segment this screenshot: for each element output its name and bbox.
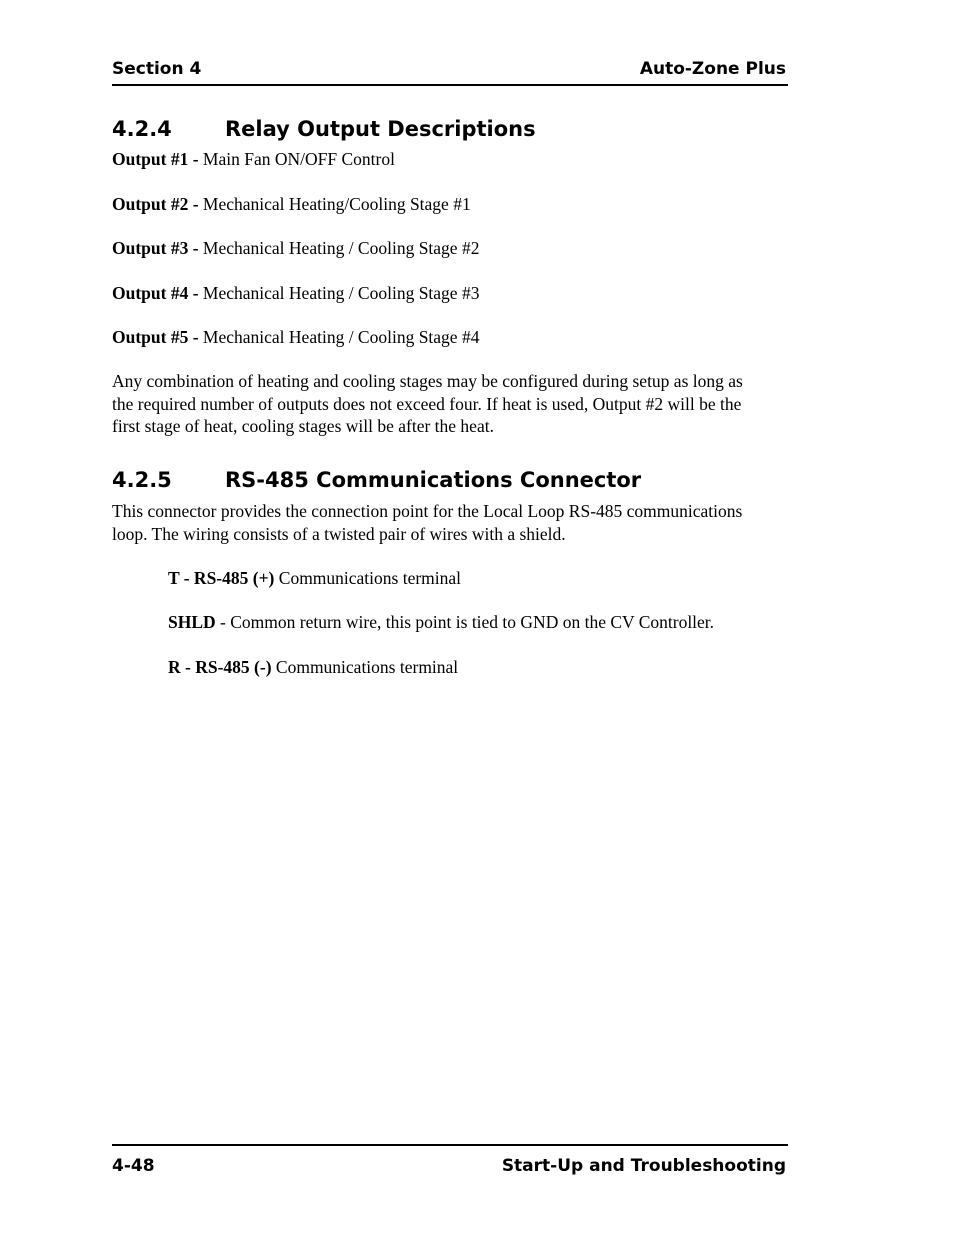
- paragraph-line: first stage of heat, cooling stages will be after the heat.: [112, 416, 494, 436]
- terminal-text: Communications terminal: [274, 568, 462, 588]
- output-item: [112, 193, 792, 216]
- output-item: [112, 148, 792, 171]
- header-product: Auto-Zone Plus: [639, 59, 786, 79]
- connector-paragraph: [112, 500, 792, 545]
- page-header: [112, 58, 788, 86]
- output-text: Mechanical Heating / Cooling Stage #4: [198, 327, 480, 347]
- output-label: Output #4 -: [112, 283, 199, 303]
- relay-paragraph: [112, 370, 792, 438]
- terminal-item: [168, 656, 848, 679]
- header-section: Section 4: [112, 59, 202, 79]
- heading-title: RS-485 Communications Connector: [225, 468, 642, 492]
- terminal-item: [168, 567, 848, 590]
- heading-title: Relay Output Descriptions: [225, 117, 536, 141]
- output-label: Output #5 -: [112, 327, 199, 347]
- heading-number: 4.2.4: [112, 117, 172, 141]
- output-item: [112, 237, 792, 260]
- paragraph-line: loop. The wiring consists of a twisted pair of wires with a shield.: [112, 523, 566, 544]
- terminal-label: SHLD: [168, 612, 216, 632]
- output-text: Mechanical Heating / Cooling Stage #2: [198, 238, 480, 258]
- output-text: Main Fan ON/OFF Control: [198, 149, 395, 169]
- paragraph-line: Any combination of heating and cooling stages may be configured during setup as long as: [112, 371, 743, 391]
- output-item: [112, 282, 792, 305]
- paragraph-line: This connector provides the connection point for the Local Loop RS-485 communications: [112, 501, 743, 521]
- page-footer: [112, 1144, 788, 1180]
- output-label: Output #3 -: [112, 238, 199, 258]
- terminal-text: - Common return wire, this point is tied to GND on the CV Controller.: [215, 612, 715, 632]
- output-item: [112, 326, 792, 349]
- terminal-text: Communications terminal: [271, 657, 459, 677]
- output-text: Mechanical Heating / Cooling Stage #3: [198, 283, 480, 303]
- output-label: Output #1 -: [112, 149, 199, 169]
- page-number: 4-48: [112, 1156, 155, 1176]
- heading-number: 4.2.5: [112, 468, 172, 492]
- paragraph-line: the required number of outputs does not exceed four. If heat is used, Output #2 will be the: [112, 393, 742, 414]
- terminal-item: [168, 611, 848, 634]
- terminal-label: T - RS-485 (+): [168, 568, 275, 588]
- footer-chapter: Start-Up and Troubleshooting: [501, 1156, 786, 1176]
- output-label: Output #2 -: [112, 194, 199, 214]
- terminal-label: R - RS-485 (-): [168, 657, 272, 677]
- output-text: Mechanical Heating/Cooling Stage #1: [198, 194, 471, 214]
